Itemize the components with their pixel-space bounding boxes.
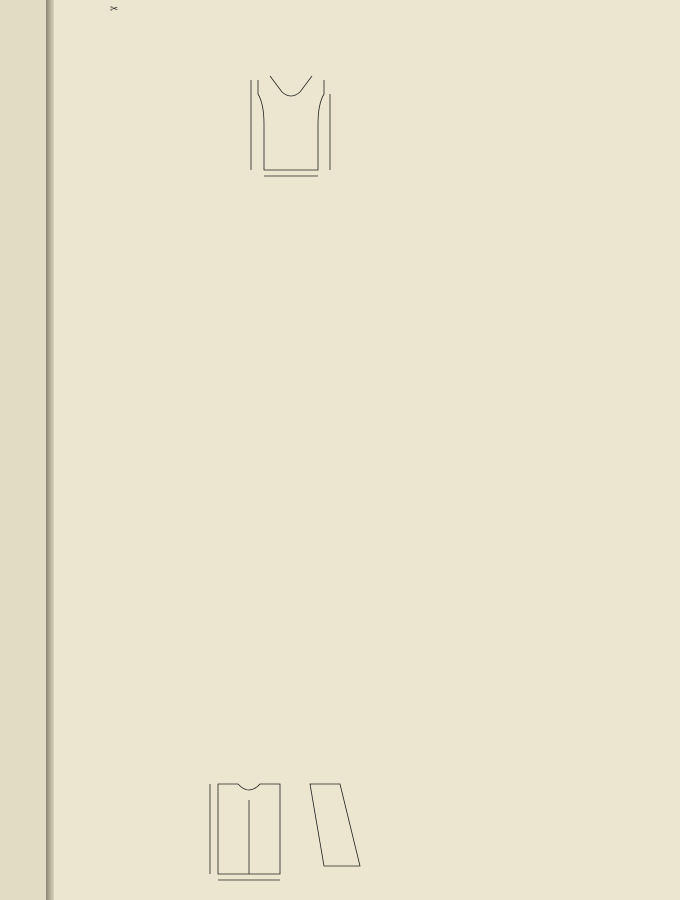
article-2-jacquard <box>66 886 366 896</box>
knitting-charts-bottom <box>372 548 672 836</box>
right-column-text <box>370 38 666 538</box>
article-2-intro <box>66 772 198 890</box>
article-1-header <box>66 42 296 55</box>
article-1-body <box>66 402 352 746</box>
scissors-icon: ✂ <box>110 4 119 15</box>
page-gutter <box>46 0 54 900</box>
previous-page-strip <box>0 0 47 900</box>
westover-schematic <box>218 64 342 184</box>
knitting-charts-top <box>60 282 360 382</box>
article-2-header <box>66 748 356 761</box>
jacket-schematic <box>200 770 370 886</box>
